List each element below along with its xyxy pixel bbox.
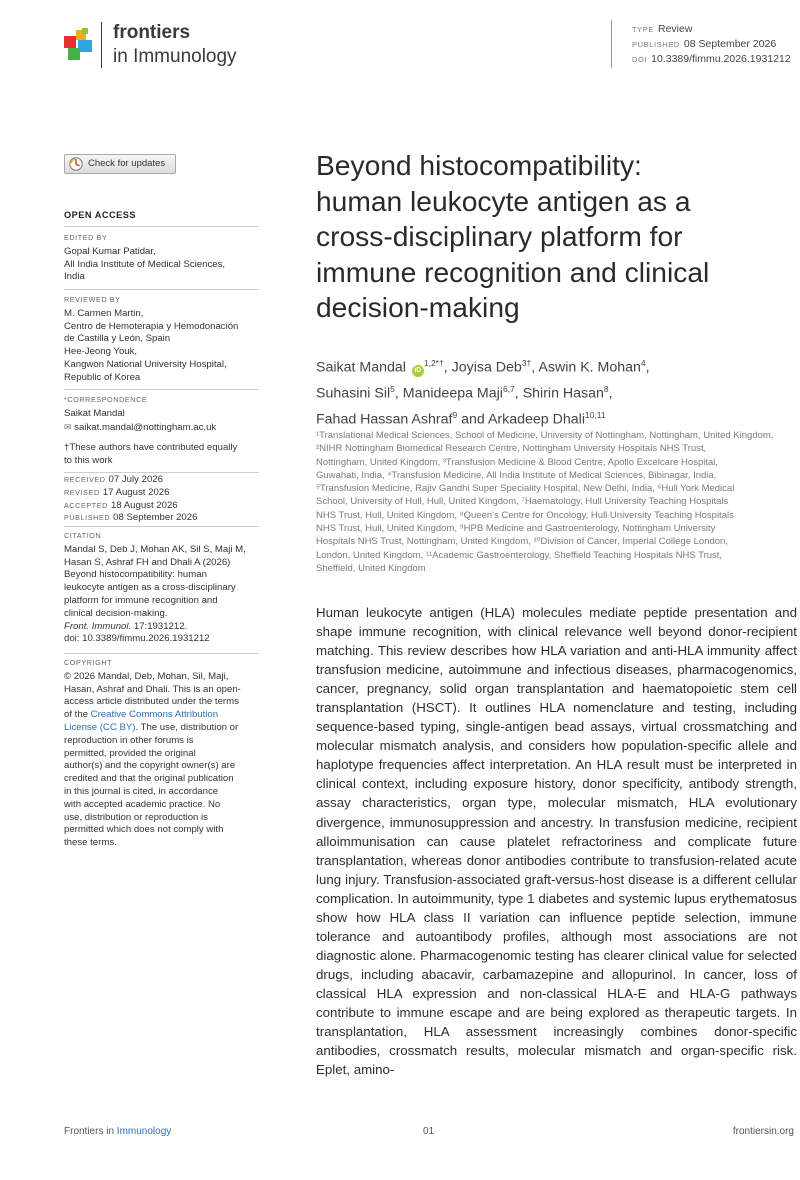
reviewed-by-section: REVIEWED BY M. Carmen Martin, Centro de Hemoterapia y Hemodonación de Castilla y León, Spain Hee-Jeong Youk, Kangwon National University Hospital, Republic of Korea — [64, 295, 239, 383]
sidebar-divider — [64, 653, 259, 654]
author-name: Manideepa Maji — [402, 385, 503, 402]
author-name: Aswin K. Mohan — [538, 359, 641, 376]
footer-journal-link[interactable]: Immunology — [116, 1126, 172, 1137]
cc-license-link[interactable]: Creative Commons Attribution — [90, 709, 219, 721]
check-for-updates-button[interactable]: Check for updates — [64, 154, 176, 174]
copyright-section: COPYRIGHT © 2026 Mandal, Deb, Mohan, Sil, Maji, Hasan, Ashraf and Dhali. This is an open- access article distributed under the terms of the Creative Commons Attribution License (CC BY). The use, distribution or reproduction in other forums is permitted, provided the original author(s) and the copyright owner(s) are credited and that the original publication in this journal is cited, in accordance with accepted academic practice. No use, distribution or reproduction is permitted which does not comply with these terms. — [64, 658, 241, 849]
open-access-heading: OPEN ACCESS — [64, 210, 137, 220]
page-number: 01 — [423, 1126, 435, 1137]
envelope-icon: ✉ — [64, 421, 72, 432]
abstract-text: Human leukocyte antigen (HLA) molecules mediate peptide presentation and shape immune recognition, with clinical relevance well beyond donor-recipient matching. This review describes how HLA variation and anti-HLA immunity affect transfusion medicine, autoimmune and infectious diseases, pharmacogenomics, cancer, pregnancy, solid organ transplantation and haematopoietic stem cell transplantation (HSCT). It outlines HLA nomenclature and testing, including sequence-based typing, single-antigen bead assays, virtual crossmatching and molecular mismatch analysis, and considers how population-specific allele and haplotype frequencies affect interpretation. An HLA result must be interpreted in clinical context, including exposure history, donor specificity, antibody strength, assay characteristics, organ type, molecular mismatch, HLA evolutionary divergence, immunosuppression and ancestry. In transfusion medicine, recipient alloimmunisation can cause platelet refractoriness and complicate future transplantation, whereas donor antibodies contribute to transfusion-related acute lung injury. Transfusion-associated graft-versus-host disease is a different cellular complication. In autoimmunity, type 1 diabetes and systemic lupus erythematosus show how HLA class II variation can influence peptide selection, immune tolerance and autoantibody profiles, although most associations are not diagnostic alone. Pharmacogenomic testing has clearer clinical value for selected drugs, including abacavir, carbamazepine and allopurinol. In cancer, loss of classical HLA expression and non-classical HLA-E and HLA-G pathways contribute to immune escape and are being explored as therapeutic targets. In transplantation, HLA assessment increasingly combines donor-specific antibodies, crossmatch results, molecular mismatch and organ-specific risk. Eplet, amino- — [316, 605, 797, 1078]
article-type: TYPE Review — [632, 23, 693, 35]
footer-journal: Frontiers in Immunology — [64, 1126, 172, 1137]
sidebar-divider — [64, 226, 259, 227]
author-name: Fahad Hassan Ashraf — [316, 412, 453, 429]
accepted-date: ACCEPTED 18 August 2026 — [64, 499, 178, 511]
frontiers-logo-icon — [64, 28, 94, 60]
dates-section — [64, 474, 264, 525]
meta-divider — [611, 20, 612, 68]
doi[interactable]: DOI 10.3389/fimmu.2026.1931212 — [632, 53, 791, 65]
published-date: PUBLISHED 08 September 2026 — [64, 512, 198, 524]
author-name: Shirin Hasan — [522, 385, 604, 402]
orcid-icon[interactable]: iD — [412, 365, 424, 377]
logo-divider — [101, 22, 102, 68]
author-name: Saikat Mandal — [316, 359, 406, 376]
affiliations: ¹Translational Medical Sciences, School of Medicine, University of Nottingham, Nottingham, United Kingdom, ²NIHR Nottingham Biomedical Research Centre, Nottingham University Hospitals NHS Trust, Nottingham, United Kingdom, ³Transfusion Medicine & Blood Centre, Apollo Excelcare Hospital, Guwahati, India, ⁴Transfusion Medicine, All India Institute of Medical Sciences, Bibinagar, India, ⁵Transfusion Medicine, Rajiv Gandhi Super Speciality Hospital, New Delhi, India, ⁶Hull York Medical School, University of Hull, Hull, United Kingdom, ⁷Haematology, Hull University Teaching Hospitals NHS Trust, Hull, United Kingdom, ⁸Queen's Centre for Oncology, Hull University Teaching Hospitals NHS Trust, Hull, United Kingdom, ⁹HPB Medicine and Gastroenterology, Nottingham University Hospitals NHS Trust, Nottingham, United Kingdom, ¹⁰Division of Cancer, Imperial College London, London, United Kingdom, ¹¹Academic Gastroenterology, Sheffield Teaching Hospitals NHS Trust, Sheffield, United Kingdom — [316, 430, 774, 574]
journal-brand-title: frontiers — [113, 22, 191, 43]
sidebar-divider — [64, 289, 259, 290]
sidebar-divider — [64, 389, 259, 390]
author-list: Saikat Mandal $iD^{1,2*\dagger}$, Joyisa Deb$^{3\dagger}$, Aswin K. Mohan$^4$, Suhasini Sil$^5$, Manideepa Maji$^{6,7}$, Shirin Hasan$^8$, Fahad Hassan Ashraf$^9$ and Arkadeep Dhali$^{10,11}$ — [316, 358, 650, 429]
author-name: Suhasini Sil — [316, 385, 391, 402]
journal-brand-subtitle: in Immunology — [113, 46, 237, 67]
cc-license-link[interactable]: License (CC BY) — [64, 721, 136, 733]
footer-site-link[interactable]: frontiersin.org — [732, 1126, 794, 1137]
published-date: PUBLISHED 08 September 2026 — [632, 38, 777, 50]
equal-contribution-note: †These authors have contributed equally to this work — [64, 442, 238, 466]
citation-section: CITATION Mandal S, Deb J, Mohan AK, Sil S, Maji M, Hasan S, Ashraf FH and Dhali A (2026) Beyond histocompatibility: human leukocyte antigen as a cross-disciplinary platform for immune recognition and clinical decision-making. Front. Immunol. 17:1931212. doi: 10.3389/fimmu.2026.1931212 — [64, 530, 264, 646]
author-name: Arkadeep Dhali — [487, 412, 585, 429]
sidebar-divider — [64, 472, 259, 473]
check-updates-icon — [69, 157, 83, 171]
edited-by-section: EDITED BY Gopal Kumar Patidar, All India Institute of Medical Sciences, India — [64, 233, 226, 283]
article-title: Beyond histocompatibility: human leukocyte antigen as a cross-disciplinary platform for immune recognition and clinical decision-making — [316, 149, 710, 323]
citation-doi[interactable]: doi: 10.3389/fimmu.2026.1931212 — [64, 633, 210, 645]
sidebar-divider — [64, 526, 259, 527]
received-date: RECEIVED 07 July 2026 — [64, 474, 163, 485]
correspondence-email[interactable]: ✉ saikat.mandal@nottingham.ac.uk — [64, 421, 217, 433]
correspondence-section: *CORRESPONDENCE Saikat Mandal ✉ saikat.mandal@nottingham.ac.uk — [64, 394, 264, 434]
author-name: Joyisa Deb — [451, 359, 522, 376]
revised-date: REVISED 17 August 2026 — [64, 486, 170, 498]
